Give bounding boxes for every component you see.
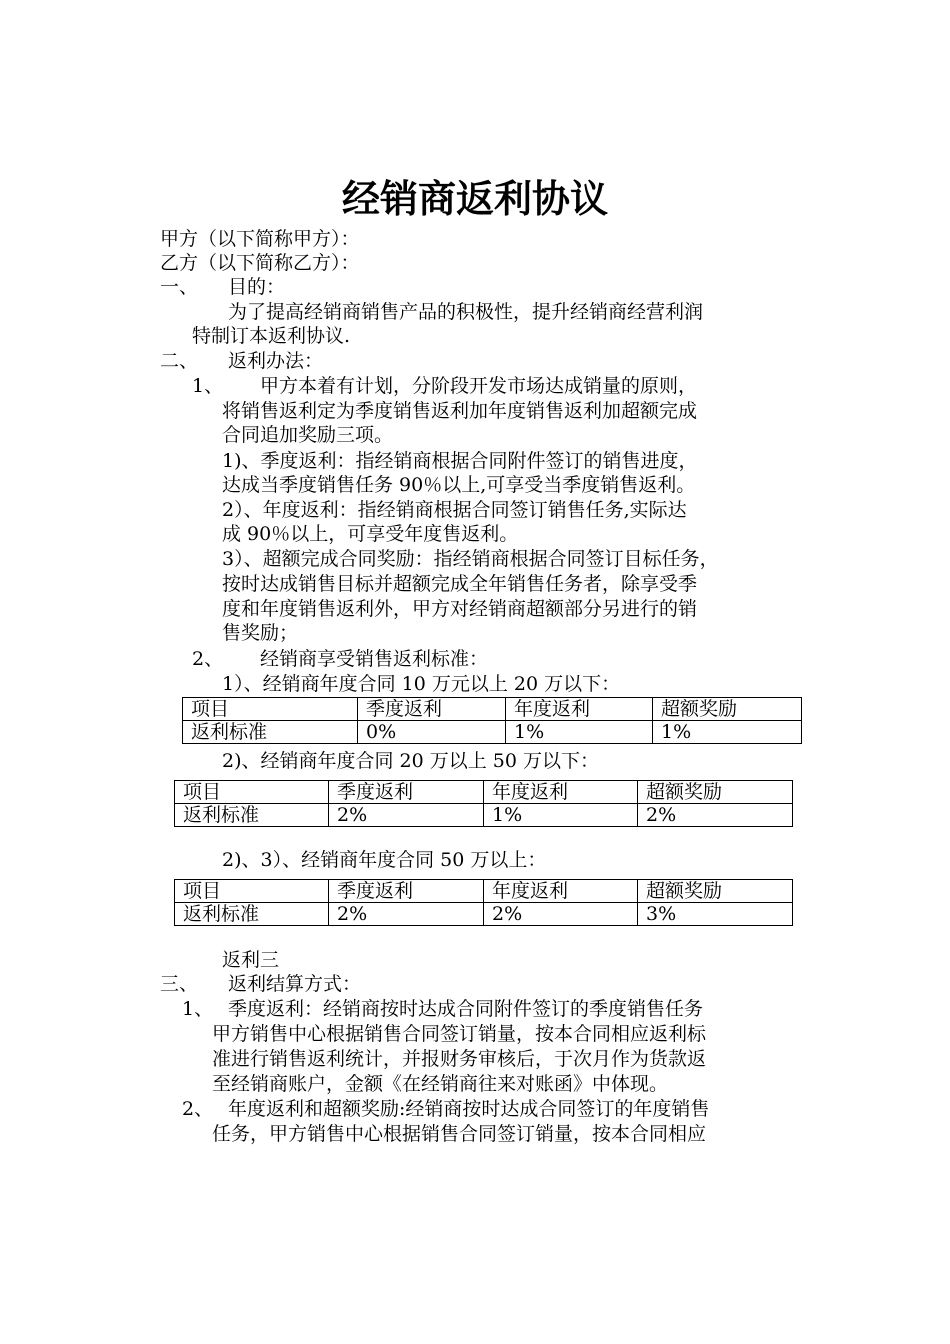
section-3-item-2-number: 2、 xyxy=(182,1098,214,1120)
section-1-heading: 目的： xyxy=(228,276,286,298)
section-3-item-1-line: 季度返利：经销商按时达成合同附件签订的季度销售任务 xyxy=(228,998,704,1020)
table-cell: 返利标准 xyxy=(175,903,329,926)
rebate-table-tier-3 xyxy=(174,879,793,926)
table-cell: 年度返利 xyxy=(506,698,653,721)
table-cell: 项目 xyxy=(175,880,329,903)
table-cell: 季度返利 xyxy=(329,880,484,903)
tier-2-caption: 2)、经销商年度合同 20 万以上 50 万以下： xyxy=(222,750,600,772)
section-1-body-line: 特制订本返利协议. xyxy=(192,325,351,347)
table-row xyxy=(183,721,802,744)
table-cell: 3% xyxy=(638,903,793,926)
table-cell: 2% xyxy=(638,804,793,827)
section-3-number: 三、 xyxy=(160,973,199,995)
section-3-item-1-number: 1、 xyxy=(182,998,214,1020)
over-target-reward-line: 售奖励； xyxy=(222,622,299,644)
table-cell: 0% xyxy=(358,721,506,744)
table-cell: 2% xyxy=(484,903,638,926)
section-2-heading: 返利办法： xyxy=(228,350,324,372)
table-cell: 季度返利 xyxy=(358,698,506,721)
tier-1-caption: 1）、经销商年度合同 10 万元以上 20 万以下： xyxy=(222,673,621,695)
section-3-item-2-line: 任务，甲方销售中心根据销售合同签订销量，按本合同相应 xyxy=(212,1123,707,1145)
rebate-table-tier-2 xyxy=(174,780,793,827)
over-target-reward-line: 度和年度销售返利外，甲方对经销商超额部分另进行的销 xyxy=(222,598,698,620)
table-header-row xyxy=(175,781,793,804)
quarterly-rebate-line: 1)、季度返利：指经销商根据合同附件签订的销售进度， xyxy=(222,450,698,472)
table-cell: 超额奖励 xyxy=(638,880,793,903)
quarterly-rebate-line: 达成当季度销售任务 90％以上,可享受当季度销售返利。 xyxy=(222,474,696,496)
table-cell: 项目 xyxy=(183,698,358,721)
document-title: 经销商返利协议 xyxy=(341,176,608,221)
table-header-row xyxy=(183,698,802,721)
party-a-line: 甲方（以下简称甲方）： xyxy=(160,228,360,250)
table-cell: 季度返利 xyxy=(329,781,484,804)
party-b-line: 乙方（以下简称乙方）： xyxy=(160,252,360,274)
section-2-number: 二、 xyxy=(160,350,199,372)
table-header-row xyxy=(175,880,793,903)
annual-rebate-line: 2）、年度返利：指经销商根据合同签订销售任务,实际达 xyxy=(222,499,687,521)
over-target-reward-line: 3）、超额完成合同奖励：指经销商根据合同签订目标任务， xyxy=(222,548,719,570)
section-2-item-1-line: 甲方本着有计划，分阶段开发市场达成销量的原则， xyxy=(260,375,698,397)
table-cell: 1% xyxy=(653,721,802,744)
section-2-item-1-number: 1、 xyxy=(192,375,224,397)
section-3-heading: 返利结算方式： xyxy=(228,973,362,995)
table-cell: 2% xyxy=(329,903,484,926)
tier-3-caption: 2)、3）、经销商年度合同 50 万以上： xyxy=(222,849,547,871)
section-1-body-line: 为了提高经销商销售产品的积极性，提升经销商经营利润 xyxy=(228,301,704,323)
section-2-item-1-line: 将销售返利定为季度销售返利加年度销售返利加超额完成 xyxy=(222,400,698,422)
section-3-item-1-line: 准进行销售返利统计，并报财务审核后，于次月作为货款返 xyxy=(212,1048,707,1070)
table-cell: 1% xyxy=(484,804,638,827)
table-cell: 超额奖励 xyxy=(638,781,793,804)
section-1-number: 一、 xyxy=(160,276,199,298)
table-cell: 1% xyxy=(506,721,653,744)
table-cell: 返利标准 xyxy=(175,804,329,827)
over-target-reward-line: 按时达成销售目标并超额完成全年销售任务者，除享受季 xyxy=(222,573,698,595)
section-3-item-1-line: 至经销商账户，金额《在经销商往来对账函》中体现。 xyxy=(212,1073,669,1095)
table-cell: 年度返利 xyxy=(484,781,638,804)
section-2-item-2-heading: 经销商享受销售返利标准： xyxy=(260,648,489,670)
table-row xyxy=(175,804,793,827)
table-cell: 2% xyxy=(329,804,484,827)
section-3-item-1-line: 甲方销售中心根据销售合同签订销量，按本合同相应返利标 xyxy=(212,1023,707,1045)
section-3-item-2-line: 年度返利和超额奖励:经销商按时达成合同签订的年度销售 xyxy=(228,1098,710,1120)
stray-text: 返利三 xyxy=(222,949,280,971)
rebate-table-tier-1 xyxy=(182,697,802,744)
table-cell: 超额奖励 xyxy=(653,698,802,721)
section-2-item-1-line: 合同追加奖励三项。 xyxy=(222,424,394,446)
table-cell: 项目 xyxy=(175,781,329,804)
annual-rebate-line: 成 90％以上，可享受年度售返利。 xyxy=(222,523,519,545)
table-row xyxy=(175,903,793,926)
table-cell: 年度返利 xyxy=(484,880,638,903)
table-cell: 返利标准 xyxy=(183,721,358,744)
section-2-item-2-number: 2、 xyxy=(192,648,224,670)
